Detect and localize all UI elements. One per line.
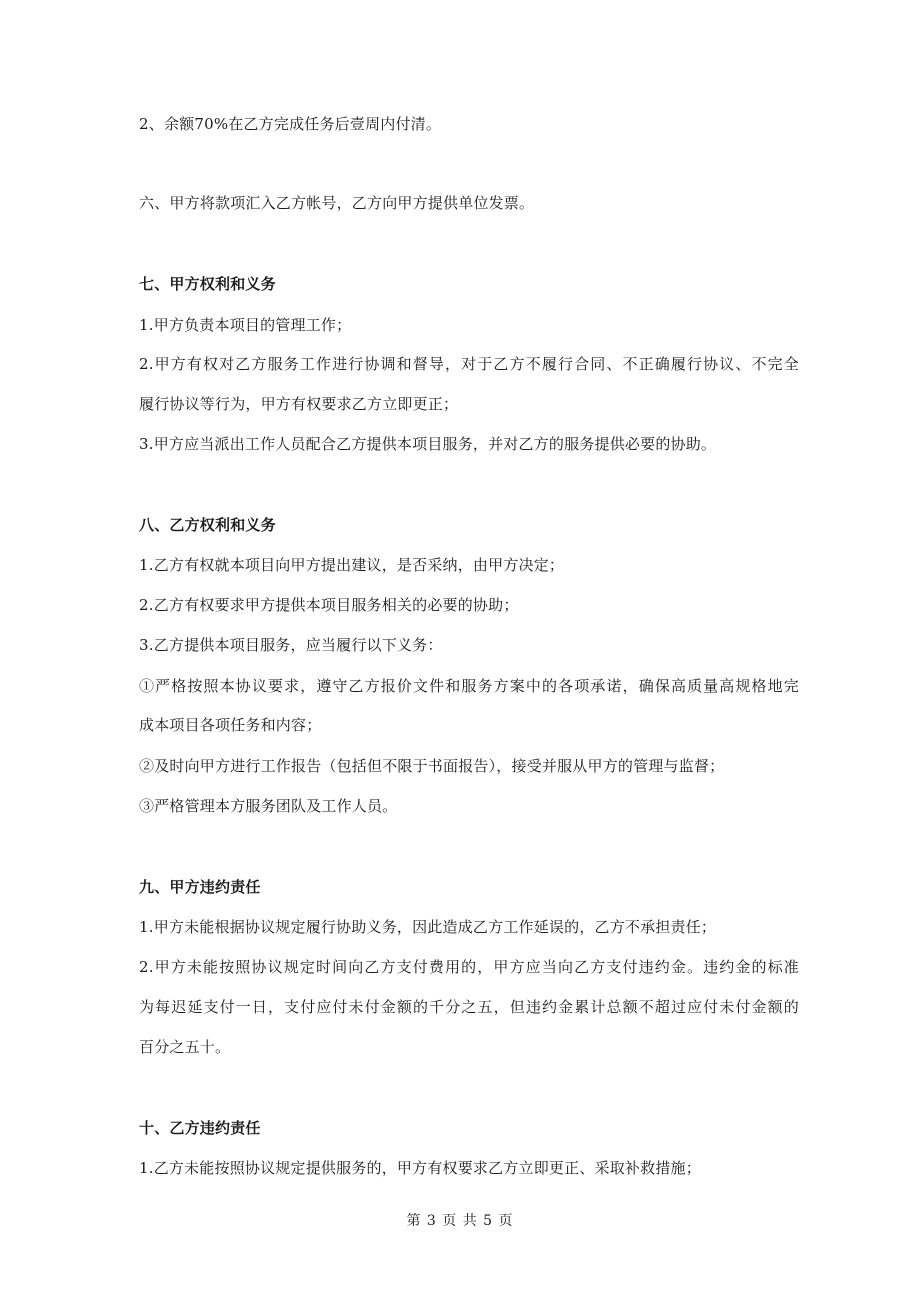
paragraph-line: 2.甲方未能按照协议规定时间向乙方支付费用的，甲方应当向乙方支付违约金。违约金的标准 (139, 958, 799, 976)
paragraph-line: 为每迟延支付一日，支付应付未付金额的千分之五，但违约金累计总额不超过应付未付金额的 (139, 998, 799, 1016)
section-six-line: 六、甲方将款项汇入乙方帐号，乙方向甲方提供单位发票。 (139, 194, 535, 212)
section-heading-seven: 七、甲方权利和义务 (139, 275, 276, 293)
paragraph-line: 成本项目各项任务和内容； (139, 716, 322, 734)
paragraph-line: 履行协议等行为，甲方有权要求乙方立即更正； (139, 395, 459, 413)
paragraph-line: 3.乙方提供本项目服务，应当履行以下义务： (139, 636, 443, 654)
paragraph-line: 2.甲方有权对乙方服务工作进行协调和督导，对于乙方不履行合同、不正确履行协议、不完全 (139, 355, 799, 373)
section-heading-ten: 十、乙方违约责任 (139, 1119, 261, 1137)
paragraph-line: 1.乙方未能按照协议规定提供服务的，甲方有权要求乙方立即更正、采取补救措施； (139, 1159, 701, 1177)
paragraph-line: 2.乙方有权要求甲方提供本项目服务相关的必要的协助； (139, 596, 519, 614)
paragraph-line: ②及时向甲方进行工作报告（包括但不限于书面报告），接受并服从甲方的管理与监督； (139, 757, 725, 775)
section-heading-nine: 九、甲方违约责任 (139, 878, 261, 896)
section-heading-eight: 八、乙方权利和义务 (139, 516, 276, 534)
paragraph-line: ③严格管理本方服务团队及工作人员。 (139, 797, 398, 815)
paragraph-line: 1.乙方有权就本项目向甲方提出建议，是否采纳，由甲方决定； (139, 556, 565, 574)
page-number-footer: 第 3 页 共 5 页 (406, 1213, 514, 1229)
paragraph-line: 2、余额70%在乙方完成任务后壹周内付清。 (139, 115, 442, 133)
paragraph-line: 百分之五十。 (139, 1038, 231, 1056)
paragraph-line: 1.甲方负责本项目的管理工作； (139, 316, 352, 334)
paragraph-line: 1.甲方未能根据协议规定履行协助义务，因此造成乙方工作延误的，乙方不承担责任； (139, 918, 717, 936)
paragraph-line: ①严格按照本协议要求，遵守乙方报价文件和服务方案中的各项承诺，确保高质量高规格地完 (139, 677, 799, 695)
paragraph-line: 3.甲方应当派出工作人员配合乙方提供本项目服务，并对乙方的服务提供必要的协助。 (139, 435, 717, 453)
